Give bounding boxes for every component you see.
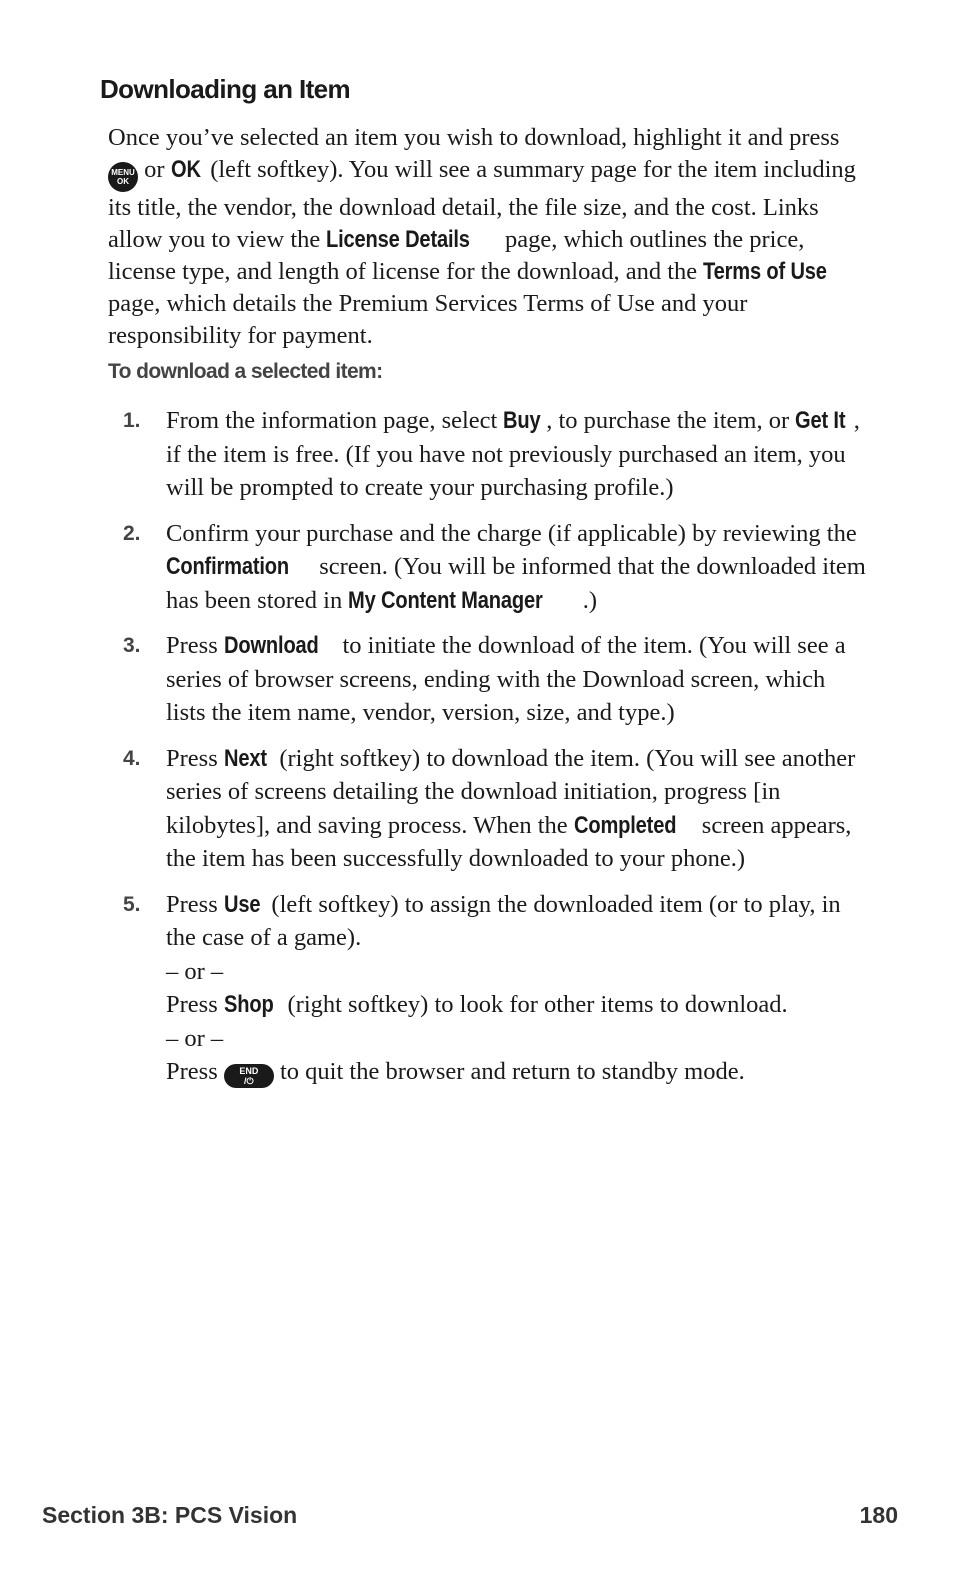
step-number: 5. [123, 892, 141, 916]
intro-text-1: Once you’ve selected an item you wish to download, highlight it and press [108, 124, 840, 151]
confirmation-label: Confirmation [166, 553, 290, 580]
license-details-label: License Details [326, 226, 471, 253]
or-separator: – or – [166, 1024, 224, 1052]
footer-section-title: Section 3B: PCS Vision [42, 1502, 298, 1528]
step-text: Confirm your purchase and the charge (if applicable) by reviewing the Confirmation screen. (You will be informed that the downloaded item has been stored in My Content Manager .) [166, 517, 868, 618]
step-1 [108, 404, 868, 505]
get-it-label: Get It [795, 407, 846, 434]
ok-softkey-label: OK [170, 156, 201, 183]
step-4 [108, 742, 868, 876]
or-separator: – or – [166, 957, 224, 985]
step-text: Press Next (right softkey) to download the item. (You will see another series of screens detailing the download initiation, progress [in kilobytes], and saving process. When the Completed screen appears, the item has been successfully downloaded to your phone.) [166, 742, 868, 876]
procedure-subheading: To download a selected item: [108, 360, 383, 383]
buy-label: Buy [503, 407, 541, 434]
intro-text-4: page, which outlines the price, license type, and length of license for the download, and the [108, 226, 805, 285]
next-label: Next [223, 744, 267, 772]
use-label: Use [223, 890, 261, 918]
step-number: 2. [123, 521, 141, 545]
step-text: Press Shop (right softkey) to look for other items to download. [166, 988, 868, 1022]
section-heading: Downloading an Item [100, 74, 351, 104]
shop-label: Shop [223, 991, 274, 1018]
terms-of-use-label: Terms of Use [703, 258, 828, 285]
step-3 [108, 629, 868, 730]
step-number: 1. [123, 409, 141, 432]
step-number: 4. [123, 746, 141, 770]
footer-page-number: 180 [859, 1502, 898, 1528]
step-text: From the information page, select Buy , to purchase the item, or Get It , if the item is free. (If you have not previously purchased an item, you will be prompted to create your purchasing profile.) [166, 404, 868, 505]
my-content-manager-label: My Content Manager [348, 586, 543, 614]
menu-ok-key-icon: MENU OK [108, 162, 138, 192]
step-number: 3. [123, 634, 141, 657]
step-5 [108, 888, 868, 1089]
steps-list [108, 404, 868, 1101]
download-label: Download [223, 632, 319, 659]
step-2 [108, 517, 868, 618]
intro-text-5: page, which details the Premium Services Terms of Use and your responsibility for payment. [108, 290, 748, 349]
intro-text-2: or [138, 156, 171, 183]
step-text: Press END /⏻ to quit the browser and return to standby mode. [166, 1058, 745, 1086]
completed-label: Completed [573, 811, 677, 839]
intro-text-3: (left softkey). You will see a summary page for the item including its title, the vendor, the download detail, the file size, and the cost. Links allow you to view the [108, 156, 856, 253]
intro-paragraph [108, 122, 868, 352]
step-text: Press Use (left softkey) to assign the downloaded item (or to play, in the case of a game). [166, 888, 868, 955]
step-text: Press Download to initiate the download of the item. (You will see a series of browser screens, ending with the Download screen, which lists the item name, vendor, version, size, and type.) [166, 629, 868, 730]
end-power-key-icon: END /⏻ [224, 1064, 274, 1088]
